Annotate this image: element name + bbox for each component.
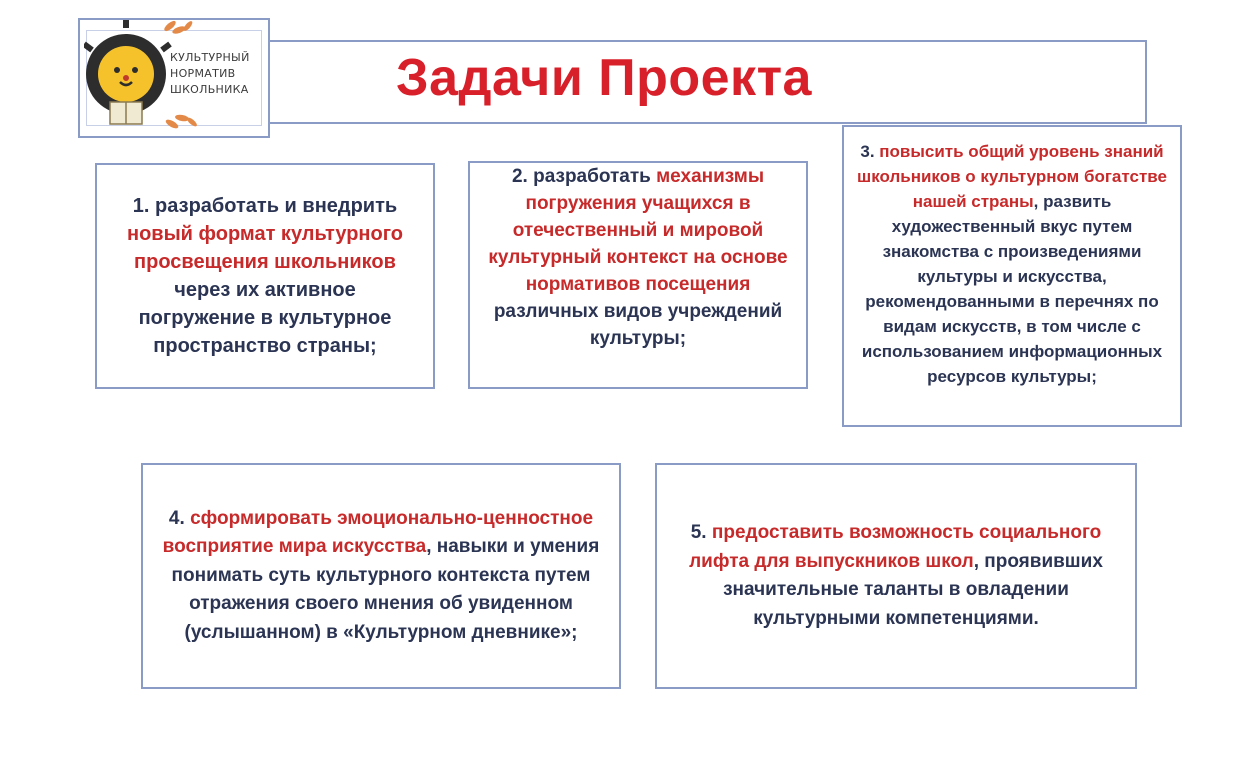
- task-lead: разработать: [533, 166, 651, 187]
- task-rest: , проявивших значительные таланты в овладении культурными компетенциями.: [723, 550, 1103, 629]
- task-highlight: предоставить возможность социального лифта для выпускников школ: [689, 522, 1102, 572]
- task-lead: разработать и внедрить: [155, 195, 398, 217]
- logo-line-3: ШКОЛЬНИКА: [170, 83, 249, 96]
- task-card-4: [141, 463, 621, 689]
- task-text: [115, 192, 415, 360]
- task-card-2: [468, 161, 808, 389]
- task-highlight: повысить общий уровень знаний школьников о культурном богатстве нашей страны: [857, 142, 1167, 211]
- task-number: 5.: [690, 522, 707, 543]
- task-highlight: механизмы погружения учащихся в отечественный и мировой культурный контекст на основе нормативов посещения: [488, 166, 788, 295]
- task-card-1: [95, 163, 435, 389]
- task-text: [856, 139, 1168, 389]
- task-number: 2.: [511, 166, 528, 187]
- task-rest: различных видов учреждений культуры;: [493, 301, 783, 349]
- logo-text: [170, 50, 270, 98]
- task-text: [161, 505, 601, 648]
- task-card-5: [655, 463, 1137, 689]
- task-highlight: сформировать эмоционально-ценностное восприятие мира искусства: [162, 507, 594, 558]
- task-number: 1.: [132, 195, 150, 217]
- task-number: 4.: [168, 507, 185, 529]
- task-rest: , развить художественный вкус путем знакомства с произведениями культуры и искусства, рекомендованными в перечнях по видам искусств, в том числе с использованием информационных ресурсов культуры;: [861, 192, 1163, 386]
- task-number: 3.: [860, 142, 875, 161]
- task-highlight: новый формат культурного просвещения школьников: [127, 223, 403, 273]
- task-text: [484, 163, 792, 352]
- task-rest: , навыки и умения понимать суть культурного контекста путем отражения своего мнения об увиденном (услышанном) в «Культурном дневнике»;: [171, 536, 600, 643]
- logo-line-1: КУЛЬТУРНЫЙ: [170, 51, 250, 64]
- task-card-3: [842, 125, 1182, 427]
- task-text: [675, 519, 1117, 633]
- page-title: Задачи Проекта: [396, 49, 812, 107]
- task-rest: через их активное погружение в культурное пространство страны;: [138, 279, 392, 357]
- logo-line-2: НОРМАТИВ: [170, 67, 236, 80]
